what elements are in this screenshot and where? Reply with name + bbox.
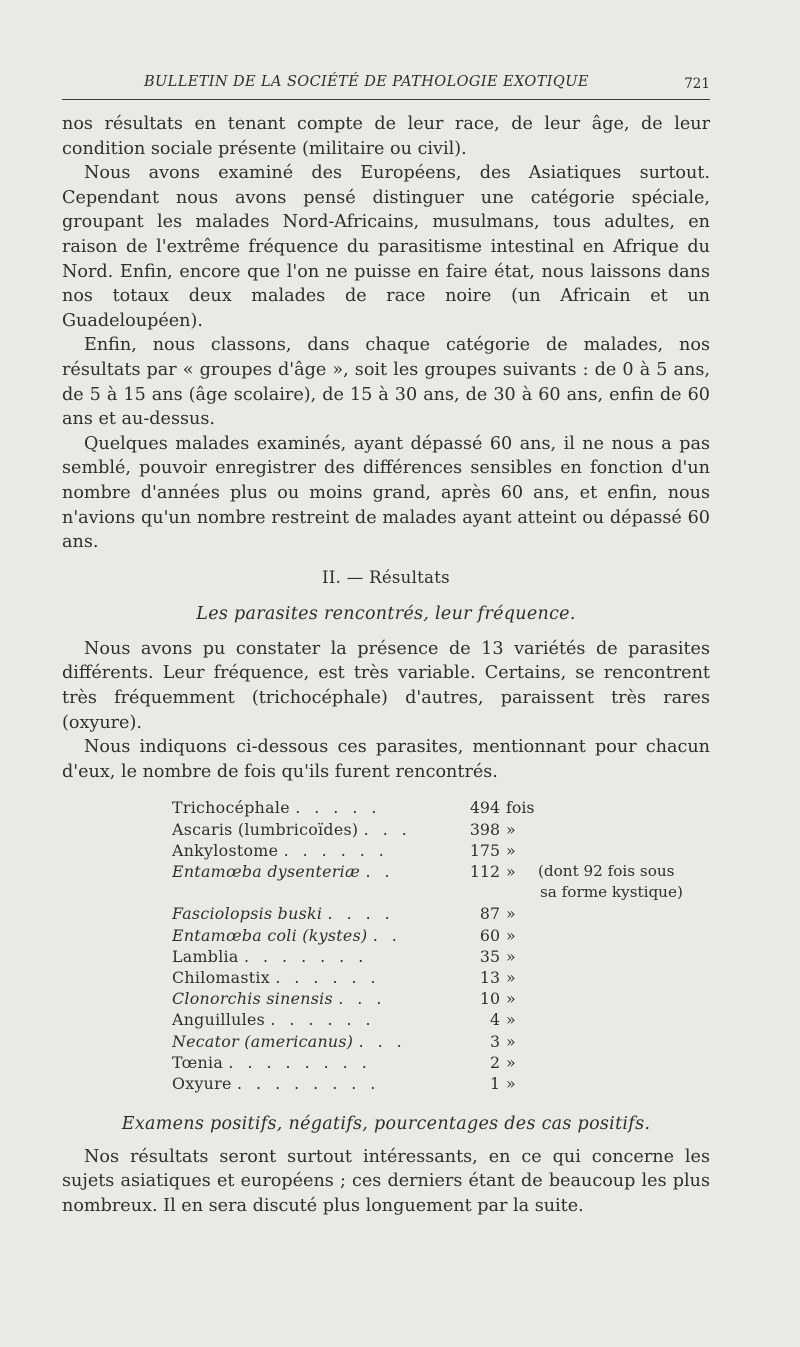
note-line-1: (dont 92 fois sous <box>538 862 675 880</box>
header-rule <box>62 99 710 100</box>
parasite-count: 60 <box>479 925 500 945</box>
parasite-unit: » <box>506 946 516 966</box>
parasite-count: 4 <box>489 1010 500 1030</box>
paragraph-over-sixty: Quelques malades examinés, ayant dépassé 60 ans, il ne nous a pas semblé, pouvoir enregistrer des différences sensibles en fonction d'un nombre d'années plus ou moins grand, après 60 ans, et enfin, nous n'avions qu'un nombre restreint de malades ayant atteint ou dépassé 60 ans. <box>62 433 710 553</box>
subsection-heading: Les parasites rencontrés, leur fréquence. <box>196 604 576 625</box>
page-number: 721 <box>684 76 710 92</box>
parasite-unit: » <box>506 1073 516 1093</box>
parasite-name: Ankylostome . . . . . . <box>172 840 389 860</box>
parasite-unit: » <box>506 862 516 881</box>
closing-heading: Examens positifs, négatifs, pourcentages des cas positifs. <box>121 1114 651 1135</box>
table-row <box>172 840 710 861</box>
parasite-count: 1 <box>489 1073 500 1093</box>
parasite-count: 13 <box>479 967 500 987</box>
parasite-count: 87 <box>479 904 500 924</box>
table-row <box>172 1009 710 1030</box>
parasite-note <box>538 861 718 903</box>
paragraph-age-groups: Enfin, nous classons, dans chaque catégorie de malades, nos résultats par « groupes d'âge », soit les groupes suivants : de 0 à 5 ans, de 5 à 15 ans (âge scolaire), de 15 à 30 ans, de 30 à 60 ans, enfin de 60 ans et au-dessus. <box>62 335 710 430</box>
parasite-unit: » <box>506 925 516 945</box>
paragraph-varieties: Nous avons pu constater la présence de 13 variétés de parasites différents. Leur fréquence, est très variable. Certains, se rencontrent très fréquemment (trichocéphale) d'autres, paraissent très rares (oxyure). <box>62 638 710 733</box>
parasite-unit: » <box>506 1010 516 1030</box>
parasite-name: Tœnia . . . . . . . . <box>172 1052 372 1072</box>
parasite-frequency-table <box>172 797 710 1094</box>
table-row <box>172 1073 710 1094</box>
table-row <box>172 903 710 924</box>
parasite-name: Necator (americanus) . . . <box>172 1031 407 1051</box>
note-line-2: sa forme kystique) <box>540 883 683 902</box>
paragraph-continuation: nos résultats en tenant compte de leur race, de leur âge, de leur condition sociale présente (militaire ou civil). <box>62 114 710 159</box>
paragraph-populations: Nous avons examiné des Européens, des Asiatiques surtout. Cependant nous avons pensé distinguer une catégorie spéciale, groupant les malades Nord-Africains, musulmans, tous adultes, en raison de l'extrême fréquence du parasitisme intestinal en Afrique du Nord. Enfin, encore que l'on ne puisse en faire état, nous laissons dans nos totaux deux malades de race noire (un Africain et un Guadeloupéen). <box>62 163 710 331</box>
parasite-name: Entamœba coli (kystes) . . <box>172 925 402 945</box>
table-row <box>172 946 710 967</box>
parasite-unit: » <box>506 840 516 860</box>
parasite-count: 494 <box>469 798 500 818</box>
parasite-name: Ascaris (lumbricoïdes) . . . <box>172 819 412 839</box>
parasite-count: 2 <box>489 1052 500 1072</box>
table-row <box>172 797 710 818</box>
table-row <box>172 1052 710 1073</box>
table-row <box>172 819 710 840</box>
parasite-count: 398 <box>469 819 500 839</box>
paragraph-closing: Nos résultats seront surtout intéressants, en ce qui concerne les sujets asiatiques et européens ; ces derniers étant de beaucoup les plus nombreux. Il en sera discuté plus longuement par la suite. <box>62 1146 710 1216</box>
parasite-unit: fois <box>506 798 535 818</box>
parasite-unit: » <box>506 989 516 1009</box>
parasite-count: 3 <box>489 1031 500 1051</box>
article-body <box>62 112 710 1218</box>
parasite-count: 112 <box>469 862 500 881</box>
parasite-unit: » <box>506 904 516 924</box>
parasite-unit: » <box>506 1052 516 1072</box>
table-row <box>172 861 710 903</box>
parasite-name: Oxyure . . . . . . . . <box>172 1073 380 1093</box>
table-row <box>172 1031 710 1052</box>
parasite-name: Lamblia . . . . . . . <box>172 946 368 966</box>
table-row <box>172 988 710 1009</box>
parasite-name: Anguillules . . . . . . <box>172 1010 376 1030</box>
parasite-name: Trichocéphale . . . . . <box>172 798 381 818</box>
parasite-name: Fasciolopsis buski . . . . <box>172 904 395 924</box>
parasite-unit: » <box>506 967 516 987</box>
parasite-count: 175 <box>469 840 500 860</box>
running-head <box>62 74 712 96</box>
parasite-unit: » <box>506 819 516 839</box>
parasite-count: 10 <box>479 989 500 1009</box>
parasite-unit: » <box>506 1031 516 1051</box>
parasite-name: Entamœba dysenteriæ . . <box>172 862 395 881</box>
paragraph-list-intro: Nous indiquons ci-dessous ces parasites, mentionnant pour chacun d'eux, le nombre de fois qu'ils furent rencontrés. <box>62 737 710 782</box>
parasite-count: 35 <box>479 946 500 966</box>
parasite-name: Chilomastix . . . . . . <box>172 967 381 987</box>
running-title: BULLETIN DE LA SOCIÉTÉ DE PATHOLOGIE EXOTIQUE <box>144 74 589 90</box>
parasite-name: Clonorchis sinensis . . . <box>172 989 386 1009</box>
table-row <box>172 925 710 946</box>
section-heading: II. — Résultats <box>322 567 450 587</box>
table-row <box>172 967 710 988</box>
